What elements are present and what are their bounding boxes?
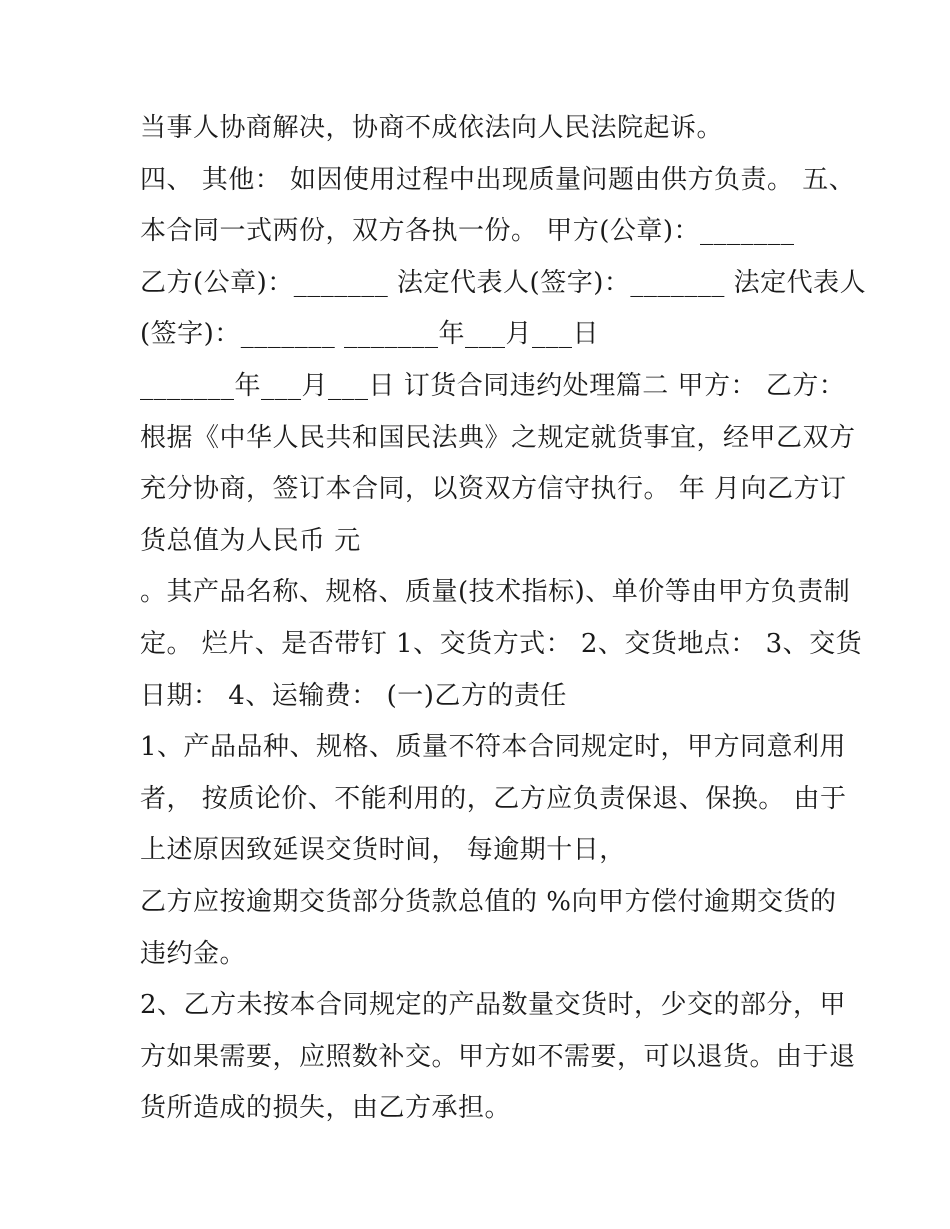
text-line: 方如果需要，应照数补交。甲方如不需要，可以退货。由于退 — [140, 1041, 856, 1072]
text-line: _______年___月___日 订货合同违约处理篇二 甲方： 乙方： — [140, 370, 846, 401]
text-line: 货总值为人民币 元 — [140, 525, 361, 556]
text-line: 2、乙方未按本合同规定的产品数量交货时，少交的部分，甲 — [140, 990, 847, 1021]
text-line: 。其产品名称、规格、质量(技术指标)、单价等由甲方负责制 — [140, 577, 851, 608]
text-line: 当事人协商解决，协商不成依法向人民法院起诉。 — [140, 113, 724, 143]
text-line: 货所造成的损失，由乙方承担。 — [140, 1093, 512, 1124]
text-line: 本合同一式两份，双方各执一份。 甲方(公章)：_______ — [140, 216, 795, 247]
text-line: 1、产品品种、规格、质量不符本合同规定时，甲方同意利用 — [140, 732, 847, 763]
text-line: 充分协商，签订本合同，以资双方信守执行。 年 月向乙方订 — [140, 474, 847, 505]
text-line: 乙方(公章)：_______ 法定代表人(签字)：_______ 法定代表人 — [140, 267, 867, 298]
text-line: 定。 烂片、是否带钉 1、交货方式： 2、交货地点： 3、交货 — [140, 628, 863, 659]
text-line: (签字)：_______ _______年___月___日 — [140, 319, 600, 350]
text-line: 上述原因致延误交货时间， 每逾期十日， — [140, 835, 626, 866]
contract-text — [140, 103, 867, 1135]
text-line: 违约金。 — [140, 938, 247, 969]
text-line: 乙方应按逾期交货部分货款总值的 %向甲方偿付逾期交货的 — [140, 886, 837, 917]
text-line: 四、 其他： 如因使用过程中出现质量问题由供方负责。 五、 — [140, 164, 856, 195]
text-line: 日期： 4、运输费： (一)乙方的责任 — [140, 680, 567, 711]
text-line: 根据《中华人民共和国民法典》之规定就货事宜，经甲乙双方 — [140, 422, 856, 453]
text-line: 者， 按质论价、不能利用的，乙方应负责保退、保换。 由于 — [140, 783, 847, 814]
